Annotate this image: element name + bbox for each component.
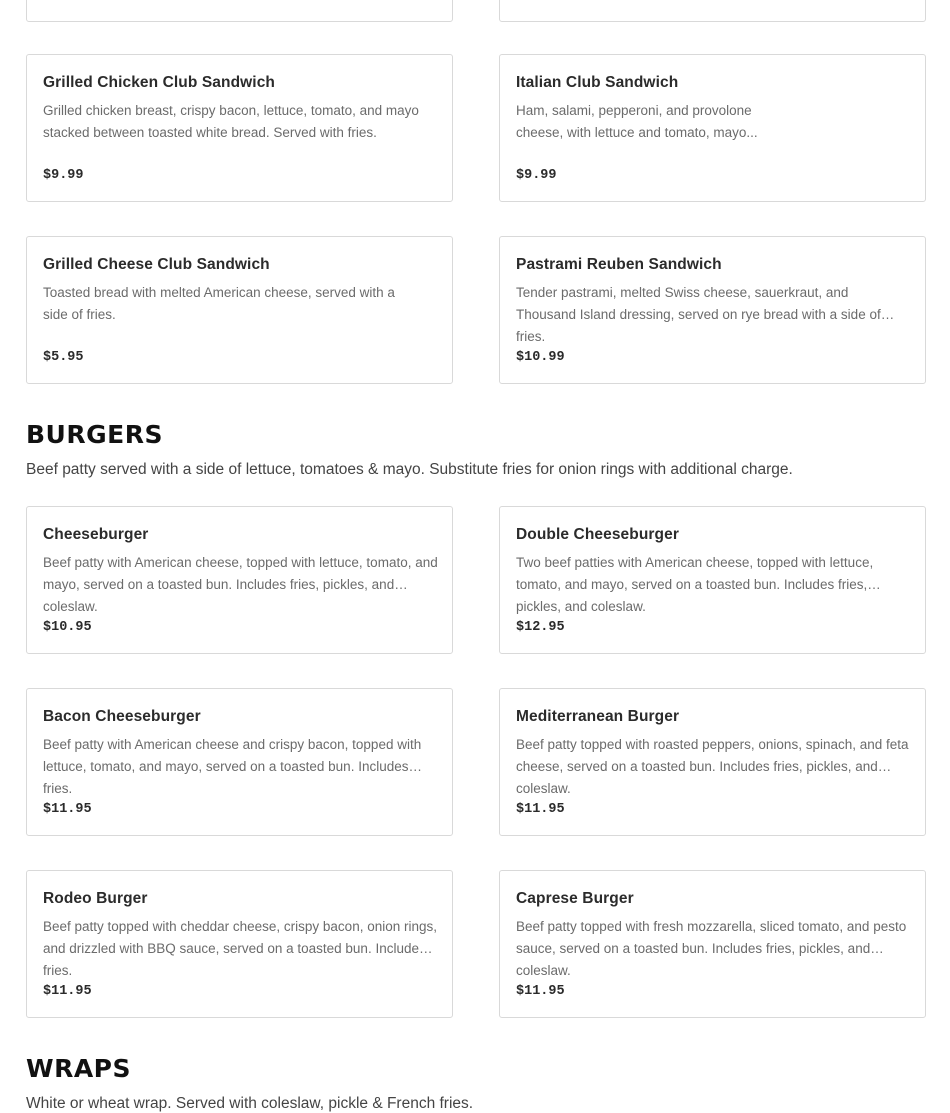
menu-item-price: $12.95 [516,620,565,635]
menu-item-description: Toasted bread with melted American cheese, served with a side of fries. [43,285,395,322]
section-title-burgers: BURGERS [26,420,163,449]
menu-item-name: Mediterranean Burger [516,708,680,725]
menu-item-price: $10.99 [516,350,565,365]
menu-item-card[interactable] [499,870,926,1018]
sandwiches-grid [26,54,928,386]
menu-item-price: $5.95 [43,350,84,365]
menu-item-price: $11.95 [516,802,565,817]
section-description-wraps: White or wheat wrap. Served with coleslaw, pickle & French fries. [26,1095,474,1112]
menu-item-description: Ham, salami, pepperoni, and provolone cheese, with lettuce and tomato, mayo... [516,103,758,140]
menu-item-name: Grilled Cheese Club Sandwich [43,256,270,273]
menu-item-name: Grilled Chicken Club Sandwich [43,74,275,91]
menu-item-description: Beef patty topped with roasted peppers, onions, spinach, and feta cheese, served on a toasted bun. Includes fries, pickles, and coleslaw. [516,737,909,796]
menu-item-name: Italian Club Sandwich [516,74,679,91]
menu-item-description: Two beef patties with American cheese, topped with lettuce, tomato, and mayo, served on a toasted bun. Includes fries, pickles, and coleslaw. [516,555,874,614]
menu-item-card[interactable] [26,0,453,22]
menu-item-description: Beef patty topped with cheddar cheese, crispy bacon, onion rings, and drizzled with BBQ sauce, served on a toasted bun. Includes fries. [43,919,437,978]
menu-item-description: Beef patty with American cheese, topped with lettuce, tomato, and mayo, served on a toasted bun. Includes fries, pickles, and coleslaw. [43,555,438,614]
menu-item-name: Cheeseburger [43,526,149,543]
menu-item-card[interactable] [26,870,453,1018]
menu-item-card[interactable] [499,688,926,836]
menu-item-card[interactable] [499,0,926,22]
menu-item-description: Beef patty topped with fresh mozzarella, sliced tomato, and pesto sauce, served on a toasted bun. Includes fries, pickles, and coleslaw. [516,919,907,978]
menu-item-card[interactable] [499,506,926,654]
menu-item-price: $9.99 [516,168,557,183]
menu-item-card[interactable] [26,54,453,202]
menu-item-card[interactable] [499,236,926,384]
menu-item-price: $11.95 [43,984,92,999]
section-title-wraps: WRAPS [26,1054,132,1083]
menu-item-name: Caprese Burger [516,890,634,907]
menu-item-description: Grilled chicken breast, crispy bacon, lettuce, tomato, and mayo stacked between toasted white bread. Served with fries. [43,103,419,140]
menu-item-card[interactable] [26,688,453,836]
menu-item-price: $11.95 [516,984,565,999]
menu-item-description: Tender pastrami, melted Swiss cheese, sauerkraut, and Thousand Island dressing, served on rye bread with a side of fries. [516,285,881,344]
menu-item-card[interactable] [26,506,453,654]
menu-item-card[interactable] [26,236,453,384]
menu-item-card[interactable] [499,54,926,202]
menu-item-description: Beef patty with American cheese and crispy bacon, topped with lettuce, tomato, and mayo, served on a toasted bun. Includes fries. [43,737,422,796]
menu-item-price: $10.95 [43,620,92,635]
menu-item-price: $9.99 [43,168,84,183]
section-description-burgers: Beef patty served with a side of lettuce, tomatoes & mayo. Substitute fries for onion rings with additional charge. [26,461,793,478]
menu-item-price: $11.95 [43,802,92,817]
menu-item-name: Rodeo Burger [43,890,148,907]
burgers-grid [26,506,928,1020]
menu-grid-prev [26,0,928,22]
menu-item-name: Double Cheeseburger [516,526,679,543]
menu-item-name: Bacon Cheeseburger [43,708,201,725]
menu-item-name: Pastrami Reuben Sandwich [516,256,722,273]
